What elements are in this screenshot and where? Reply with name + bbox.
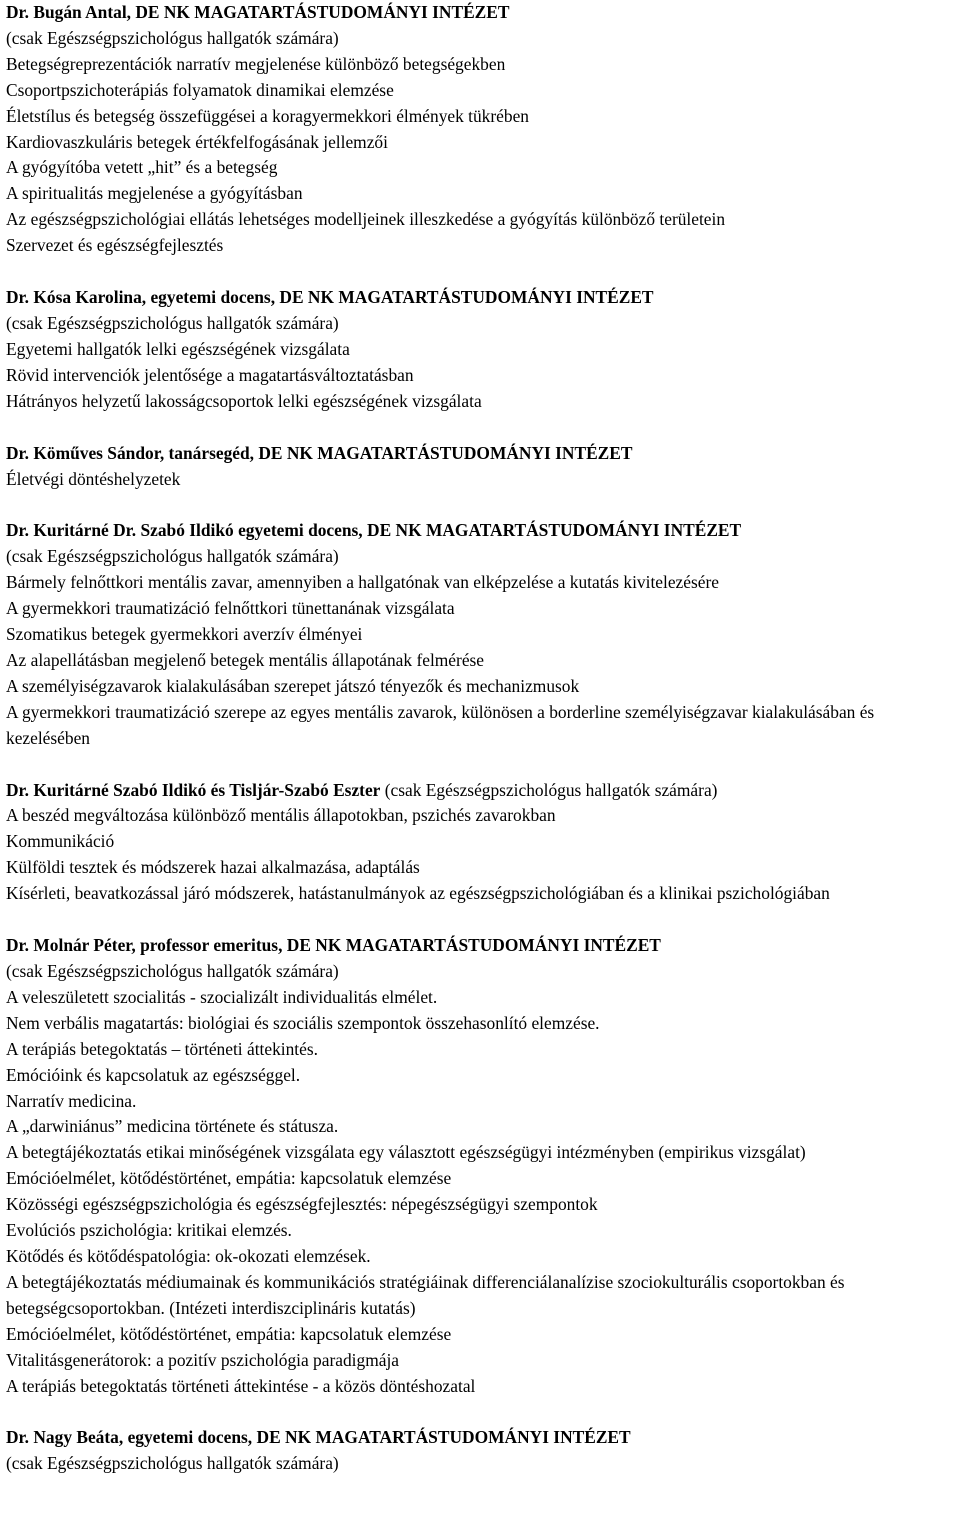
supervisor-heading: [6, 1425, 954, 1451]
topic-line: Külföldi tesztek és módszerek hazai alkalmazása, adaptálás: [6, 857, 420, 878]
topic-line: A veleszületett szocialitás - szocializált individualitás elmélet.: [6, 986, 438, 1007]
section-spacer: [6, 1399, 954, 1425]
supervisor-name: Dr. Köműves Sándor, tanársegéd, DE NK MAGATARTÁSTUDOMÁNYI INTÉZET: [6, 442, 633, 463]
topic-line: A terápiás betegoktatás – történeti áttekintés.: [6, 1038, 318, 1059]
supervisor-section: [6, 518, 954, 751]
topic-line: A „darwiniánus” medicina története és státusza.: [6, 1116, 339, 1137]
topic-line: (csak Egészségpszichológus hallgatók számára): [6, 312, 339, 333]
topic-line: (csak Egészségpszichológus hallgatók számára): [6, 546, 339, 567]
topic-line: Narratív medicina.: [6, 1090, 137, 1111]
topic-line: Emócióelmélet, kötődéstörténet, empátia: kapcsolatuk elemzése: [6, 1168, 452, 1189]
supervisor-heading: [6, 933, 954, 959]
topic-line: A gyermekkori traumatizáció szerepe az egyes mentális zavarok, különösen a borderline személyiségzavar kialakulásában és kezelésében: [6, 701, 875, 748]
supervisor-name: Dr. Molnár Péter, professor emeritus, DE NK MAGATARTÁSTUDOMÁNYI INTÉZET: [6, 935, 661, 956]
supervisor-heading: [6, 518, 954, 544]
topic-line: A személyiségzavarok kialakulásában szerepet játszó tényezők és mechanizmusok: [6, 675, 580, 696]
topic-line: A gyermekkori traumatizáció felnőttkori tünettanának vizsgálata: [6, 598, 455, 619]
topic-line: (csak Egészségpszichológus hallgatók számára): [6, 961, 339, 981]
topic-line: A betegtájékoztatás etikai minőségének vizsgálata egy választott egészségügyi intézményben (empirikus vizsgálat): [6, 1142, 806, 1163]
supervisor-name: Dr. Kuritárné Szabó Ildikó és Tisljár-Szabó Eszter: [6, 779, 381, 800]
topic-line: A beszéd megváltozása különböző mentális állapotokban, pszichés zavarokban: [6, 805, 556, 826]
topic-line: Emócióink és kapcsolatuk az egészséggel.: [6, 1064, 301, 1085]
topic-line: Betegségreprezentációk narratív megjelenése különböző betegségekben: [6, 53, 506, 74]
topic-line: Emócióelmélet, kötődéstörténet, empátia: kapcsolatuk elemzése: [6, 1323, 452, 1344]
topic-line: Nem verbális magatartás: biológiai és szociális szempontok összehasonlító elemzése.: [6, 1012, 600, 1033]
section-spacer: [6, 492, 954, 518]
topic-line: Evolúciós pszichológia: kritikai elemzés.: [6, 1220, 292, 1241]
section-spacer: [6, 907, 954, 933]
topic-line: Kísérleti, beavatkozással járó módszerek, hatástanulmányok az egészségpszichológiában és a klinikai pszichológiában: [6, 883, 830, 904]
supervisor-section: [6, 933, 954, 1399]
topic-line: (csak Egészségpszichológus hallgatók számára): [6, 27, 339, 48]
topic-line: Vitalitásgenerátorok: a pozitív pszichológia paradigmája: [6, 1349, 400, 1370]
supervisor-section: [6, 0, 954, 259]
supervisor-name: Dr. Bugán Antal, DE NK MAGATARTÁSTUDOMÁNYI INTÉZET: [6, 2, 510, 22]
topic-line: Életvégi döntéshelyzetek: [6, 468, 181, 489]
topic-line: A spiritualitás megjelenése a gyógyításban: [6, 183, 303, 204]
supervisor-heading: [6, 0, 954, 26]
topic-line: Kötődés és kötődéspatológia: ok-okozati elemzések.: [6, 1245, 371, 1266]
topic-line: Rövid intervenciók jelentősége a magatartásváltoztatásban: [6, 364, 414, 385]
topic-line: Kardiovaszkuláris betegek értékfelfogásának jellemzői: [6, 131, 388, 152]
topic-line: (csak Egészségpszichológus hallgatók számára): [6, 1453, 339, 1474]
topic-line: A terápiás betegoktatás történeti áttekintése - a közös döntéshozatal: [6, 1375, 476, 1396]
supervisor-section: [6, 441, 954, 493]
heading-note: (csak Egészségpszichológus hallgatók számára): [380, 779, 718, 800]
supervisor-name: Dr. Kuritárné Dr. Szabó Ildikó egyetemi docens, DE NK MAGATARTÁSTUDOMÁNYI INTÉZET: [6, 520, 742, 541]
supervisor-heading: [6, 778, 954, 804]
topic-line: Közösségi egészségpszichológia és egészségfejlesztés: népegészségügyi szempontok: [6, 1194, 598, 1215]
supervisor-name: Dr. Kósa Karolina, egyetemi docens, DE NK MAGATARTÁSTUDOMÁNYI INTÉZET: [6, 287, 654, 308]
topic-line: Egyetemi hallgatók lelki egészségének vizsgálata: [6, 338, 350, 359]
topic-line: A betegtájékoztatás médiumainak és kommunikációs stratégiáinak differenciálanalízise szociokulturális csoportokban és betegségcsoportokban. (Intézeti interdiszciplináris kutatás): [6, 1271, 845, 1318]
section-spacer: [6, 259, 954, 285]
section-spacer: [6, 415, 954, 441]
supervisor-heading: [6, 441, 954, 467]
topic-line: Szervezet és egészségfejlesztés: [6, 235, 224, 256]
topic-line: Bármely felnőttkori mentális zavar, amennyiben a hallgatónak van elképzelése a kutatás kivitelezésére: [6, 572, 719, 593]
topic-line: Szomatikus betegek gyermekkori averzív élményei: [6, 624, 363, 645]
topic-line: Életstílus és betegség összefüggései a koragyermekkori élmények tükrében: [6, 105, 529, 126]
supervisor-heading: [6, 285, 954, 311]
topic-line: Hátrányos helyzetű lakosságcsoportok lelki egészségének vizsgálata: [6, 390, 482, 411]
supervisor-section: [6, 285, 954, 415]
topic-line: Az egészségpszichológiai ellátás lehetséges modelljeinek illeszkedése a gyógyítás különböző területein: [6, 209, 726, 230]
topic-line: Kommunikáció: [6, 831, 115, 852]
topic-line: A gyógyítóba vetett „hit” és a betegség: [6, 157, 278, 178]
supervisor-section: [6, 778, 954, 908]
supervisor-name: Dr. Nagy Beáta, egyetemi docens, DE NK MAGATARTÁSTUDOMÁNYI INTÉZET: [6, 1427, 631, 1448]
topic-line: Az alapellátásban megjelenő betegek mentális állapotának felmérése: [6, 649, 485, 670]
section-spacer: [6, 752, 954, 778]
supervisor-section: [6, 1425, 954, 1477]
topic-line: Csoportpszichoterápiás folyamatok dinamikai elemzése: [6, 79, 394, 100]
